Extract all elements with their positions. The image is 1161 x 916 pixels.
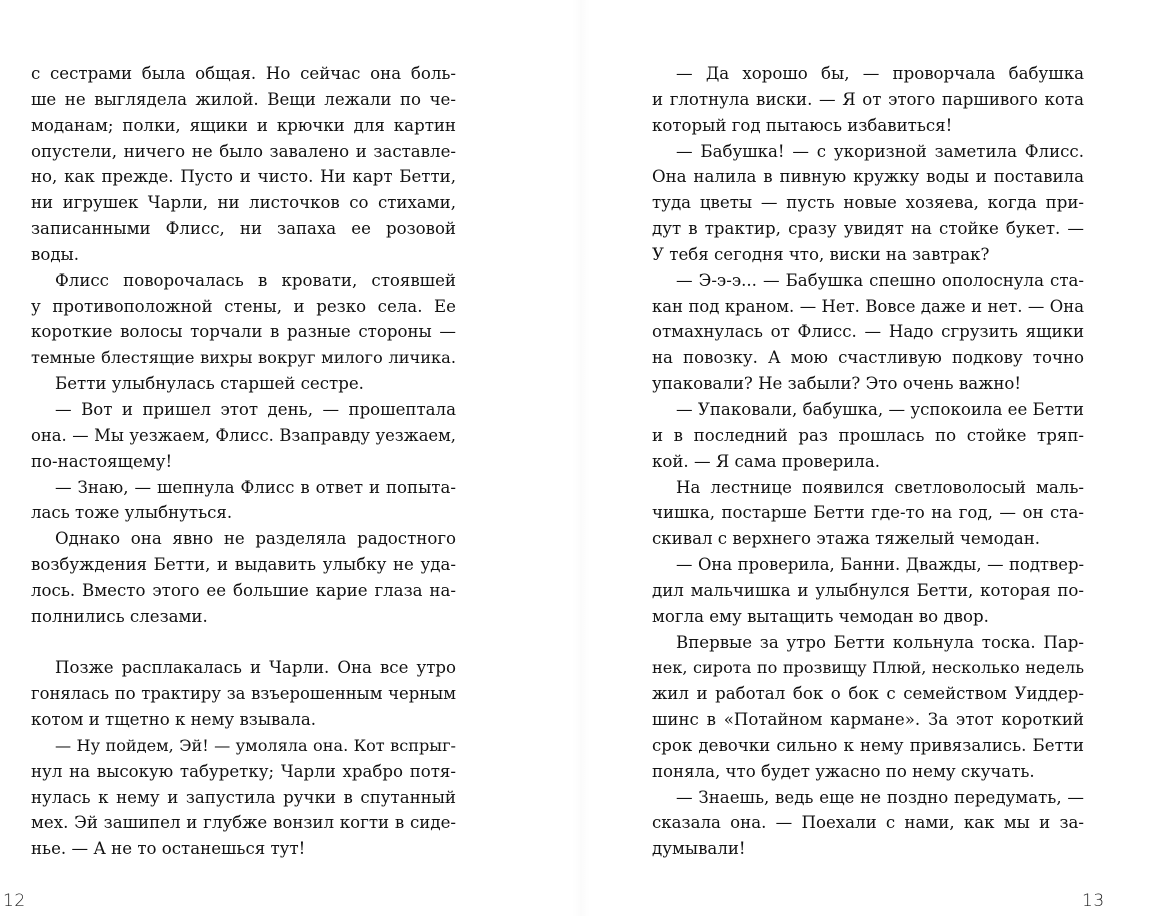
text-line: на повозку. А мою счастливую подкову точно	[652, 348, 1084, 368]
text-line: — Э-э-э... — Бабушка спешно ополоснула ста-	[676, 270, 1084, 290]
text-line: но, как прежде. Пусто и чисто. Ни карт Бетти,	[31, 167, 456, 187]
text-line: дил мальчишка и улыбнулся Бетти, которая по-	[652, 580, 1084, 600]
text-line: срок девочки сильно к нему привязались. Бетти	[652, 735, 1084, 755]
text-line: дут в трактир, сразу увидят на стойке букет. —	[652, 219, 1084, 239]
text-line: нек, сирота по прозвищу Плюй, несколько недель	[652, 658, 1084, 678]
text-line: чишка, постарше Бетти где-то на год, — он ста-	[652, 503, 1084, 523]
text-line: Флисс поворочалась в кровати, стоявшей	[55, 270, 456, 290]
text-line: отмахнулась от Флисс. — Надо сгрузить ящики	[652, 322, 1084, 342]
text-line: короткие волосы торчали в разные стороны —	[31, 322, 456, 342]
text-line: — Знаешь, ведь еще не поздно передумать, —	[676, 787, 1084, 807]
text-line: нул на высокую табуретку; Чарли храбро потя-	[31, 761, 456, 781]
text-line: — Знаю, — шепнула Флисс в ответ и попыта-	[55, 477, 456, 497]
text-line: упаковали? Не забыли? Это очень важно!	[652, 374, 1022, 394]
left-page-number: 12	[3, 891, 26, 911]
text-line: лось. Вместо этого ее большие карие глаза на-	[31, 580, 456, 600]
text-line: — Вот и пришел этот день, — прошептала	[55, 399, 456, 419]
text-line: воды.	[31, 244, 80, 264]
text-line: — Да хорошо бы, — проворчала бабушка	[676, 64, 1084, 83]
text-line: кан под краном. — Нет. Вовсе даже и нет. — Она	[652, 296, 1084, 316]
text-line: скивал с верхнего этажа тяжелый чемодан.	[652, 529, 1041, 549]
right-page-text	[652, 61, 1084, 862]
text-line: ше не выглядела жилой. Вещи лежали по че-	[31, 89, 456, 109]
left-page	[0, 0, 580, 916]
text-line: жил и работал бок о бок с семейством Уиддер-	[652, 684, 1084, 704]
text-line: Позже расплакалась и Чарли. Она все утро	[55, 658, 456, 678]
text-line: Бетти улыбнулась старшей сестре.	[55, 374, 364, 394]
text-line: и глотнула виски. — Я от этого паршивого кота	[652, 89, 1084, 109]
text-line: моданам; полки, ящики и крючки для картин	[31, 115, 456, 135]
text-line: шинс в «Потайном кармане». За этот короткий	[652, 710, 1084, 730]
text-line: туда цветы — пусть новые хозяева, когда при-	[652, 193, 1084, 213]
text-line: опустели, ничего не было завалено и заставле-	[31, 141, 456, 161]
text-line: она. — Мы уезжаем, Флисс. Взаправду уезжаем,	[31, 425, 456, 445]
text-line: с сестрами была общая. Но сейчас она боль-	[31, 64, 456, 83]
right-page-number: 13	[1082, 891, 1105, 911]
text-line: котом и тщетно к нему взывала.	[31, 710, 316, 730]
text-line: — Бабушка! — с укоризной заметила Флисс.	[676, 141, 1084, 161]
text-line: поняла, что будет ужасно по нему скучать.	[652, 761, 1035, 781]
right-page	[580, 0, 1161, 916]
text-line: полнились слезами.	[31, 606, 208, 626]
text-line: ни игрушек Чарли, ни листочков со стихами,	[31, 193, 456, 213]
text-line: сказала она. — Поехали с нами, как мы и за-	[652, 813, 1084, 833]
text-line: думывали!	[652, 839, 746, 859]
text-line: который год пытаюсь избавиться!	[652, 115, 953, 135]
text-line: возбуждения Бетти, и выдавить улыбку не уда-	[31, 555, 456, 575]
text-line: Впервые за утро Бетти кольнула тоска. Пар-	[676, 632, 1084, 652]
text-line: На лестнице появился светловолосый маль-	[676, 477, 1084, 497]
left-page-text	[31, 61, 456, 862]
text-line: по-настоящему!	[31, 451, 173, 471]
text-line: темные блестящие вихры вокруг милого личика.	[31, 348, 456, 368]
text-line: У тебя сегодня что, виски на завтрак?	[652, 244, 990, 264]
text-line: Однако она явно не разделяла радостного	[55, 529, 456, 549]
text-line: мех. Эй зашипел и глубже вонзил когти в сиде-	[31, 813, 456, 833]
text-line: нулась к нему и запустила ручки в спутанный	[31, 787, 456, 807]
text-line	[31, 630, 456, 656]
text-line: могла ему вытащить чемодан во двор.	[652, 606, 989, 626]
text-line: гонялась по трактиру за взъерошенным черным	[31, 684, 456, 704]
text-line: у противоположной стены, и резко села. Ее	[31, 296, 456, 316]
text-line: — Упаковали, бабушка, — успокоила ее Бетти	[676, 399, 1084, 419]
text-line: Она налила в пивную кружку воды и поставила	[652, 167, 1084, 187]
text-line: и в последний раз прошлась по стойке тряп-	[652, 425, 1084, 445]
text-line: — Она проверила, Банни. Дважды, — подтвер-	[676, 555, 1084, 575]
text-line: лась тоже улыбнуться.	[31, 503, 233, 523]
text-line: — Ну пойдем, Эй! — умоляла она. Кот вспрыг-	[55, 735, 456, 755]
text-line: нье. — А не то останешься тут!	[31, 839, 306, 859]
text-line: кой. — Я сама проверила.	[652, 451, 881, 471]
text-line: записанными Флисс, ни запаха ее розовой	[31, 219, 456, 239]
